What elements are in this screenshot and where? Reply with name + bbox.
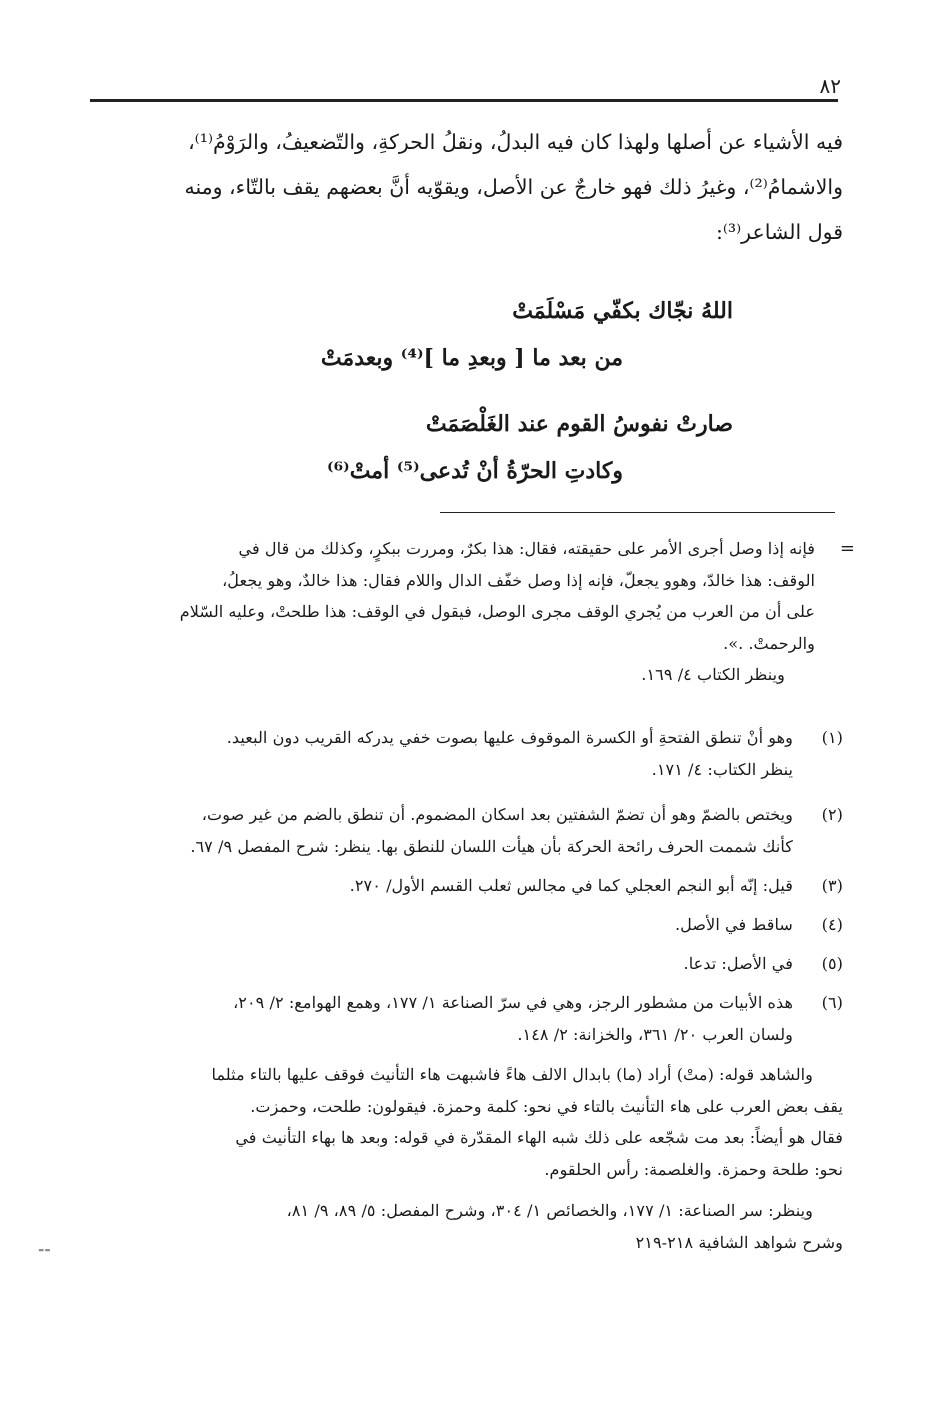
footnote-line: على أن من العرب من يُجري الوقف مجرى الوصل، فيقول في الوقف: هذا طلحتْ، وعليه السّلام <box>179 602 815 621</box>
footnote-line: يقف بعض العرب على هاء التأنيث بالتاء في نحو: كلمة وحمزة. فيقولون: طلحت، وحمزت. <box>250 1096 843 1116</box>
footnote-number: (٣) <box>821 876 843 895</box>
verse-line: صارتْ نفوسُ القوم عند الغَلْصَمَتْ <box>425 411 733 437</box>
footnote-line: في الأصل: تدعا. <box>683 954 793 973</box>
header-rule <box>90 99 838 102</box>
footnote-number: (٦) <box>821 993 843 1012</box>
verse-line: وكادتِ الحرّةُ أنْ تُدعى⁽⁵⁾ أمتْ⁽⁶⁾ <box>326 458 623 484</box>
footnote-line: ولسان العرب ٢٠/ ٣٦١، والخزانة: ٢/ ١٤٨. <box>517 1024 793 1044</box>
continuation-mark: = <box>839 538 855 559</box>
footnote-number: (١) <box>821 728 843 747</box>
footnote-commentary <box>83 1059 843 1258</box>
footnote-line: ويختص بالضمّ وهو أن تضمّ الشفتين بعد اسكان المضموم. أن تنطق بالضم من غير صوت، <box>201 805 793 824</box>
footnote-line: كأنك شممت الحرف رائحة الحركة بأن هيأت اللسان للنطق بها. ينظر: شرح المفصل ٩/ ٦٧. <box>190 836 793 856</box>
continuation-mark-bottom: ⁼⁼ <box>38 1245 51 1259</box>
main-text-line: والاشمامُ⁽²⁾، وغيرُ ذلك فهو خارجٌ عن الأصل، ويقوّيه أنَّ بعضهم يقف بالتّاء، ومنه <box>184 175 843 199</box>
footnote-continuation <box>70 533 815 691</box>
footnote-number: (٤) <box>821 915 843 934</box>
footnote-line: وشرح شواهد الشافية ٢١٨-٢١٩ <box>635 1232 843 1252</box>
footnote-line: وهو أنْ تنطق الفتحةِ أو الكسرة الموقوف عليها بصوت خفي يدركه القريب دون البعيد. <box>226 728 793 747</box>
main-text-line: فيه الأشياء عن أصلها ولهذا كان فيه البدلُ، ونقلُ الحركةِ، والتّضعيفُ، والرَوْمُ⁽¹⁾، <box>188 130 843 154</box>
footnote <box>88 870 793 902</box>
footnote-number: (٢) <box>821 805 843 824</box>
footnote-line: ساقط في الأصل. <box>675 915 793 934</box>
main-text-line: قول الشاعر⁽³⁾: <box>715 220 843 244</box>
footnote-line: نحو: طلحة وحمزة. والغلصمة: رأس الحلقوم. <box>544 1159 843 1179</box>
footnote-line: فقال هو أيضاً: بعد مت شجّعه على ذلك شبه الهاء المقدّرة في قوله: وبعد ها بهاء التأنيث في <box>235 1128 843 1147</box>
footnote <box>88 722 793 785</box>
footnote <box>88 987 793 1050</box>
verse-line: اللهُ نجّاك بكفّي مَسْلَمَتْ <box>512 298 733 324</box>
footnote-line: وينظر الكتاب ٤/ ١٦٩. <box>641 665 785 684</box>
verse-line: من بعد ما [ وبعدِ ما ]⁽⁴⁾ وبعدمَتْ <box>320 345 623 371</box>
footnote <box>88 948 793 980</box>
footnote-separator <box>440 512 835 513</box>
footnote <box>88 799 793 862</box>
footnote-line: فإنه إذا وصل أجرى الأمر على حقيقته، فقال: هذا بكرٌ، ومررت ببكرٍ، وكذلك من قال في <box>238 539 815 558</box>
footnote-line: قيل: إنّه أبو النجم العجلي كما في مجالس ثعلب القسم الأول/ ٢٧٠. <box>349 876 793 895</box>
footnote-line: هذه الأبيات من مشطور الرجز، وهي في سرّ الصناعة ١/ ١٧٧، وهمع الهوامع: ٢/ ٢٠٩، <box>233 993 793 1012</box>
main-text <box>91 120 843 255</box>
page-number: ٨٢ <box>819 74 841 98</box>
footnote-line: والرحمتْ. .». <box>723 633 815 653</box>
footnote-number: (٥) <box>821 954 843 973</box>
footnote-line: ينظر الكتاب: ٤/ ١٧١. <box>651 759 793 779</box>
footnote-line: الوقف: هذا خالدّ، وهوو يجعلّ، فإنه إذا وصل خفّف الدال واللام فقال: هذا خالدٌ، وهو يجعلُ، <box>222 570 815 590</box>
footnote <box>88 909 793 941</box>
footnote-line: وينظر: سر الصناعة: ١/ ١٧٧، والخصائص ١/ ٣٠٤، وشرح المفصل: ٥/ ٨٩، ٩/ ٨١، <box>286 1201 813 1220</box>
footnote-line: والشاهد قوله: (متْ) أراد (ما) بابدال الالف هاءً فاشبهت هاء التأنيث فوقف عليها بالتاء مثلما <box>211 1065 813 1084</box>
